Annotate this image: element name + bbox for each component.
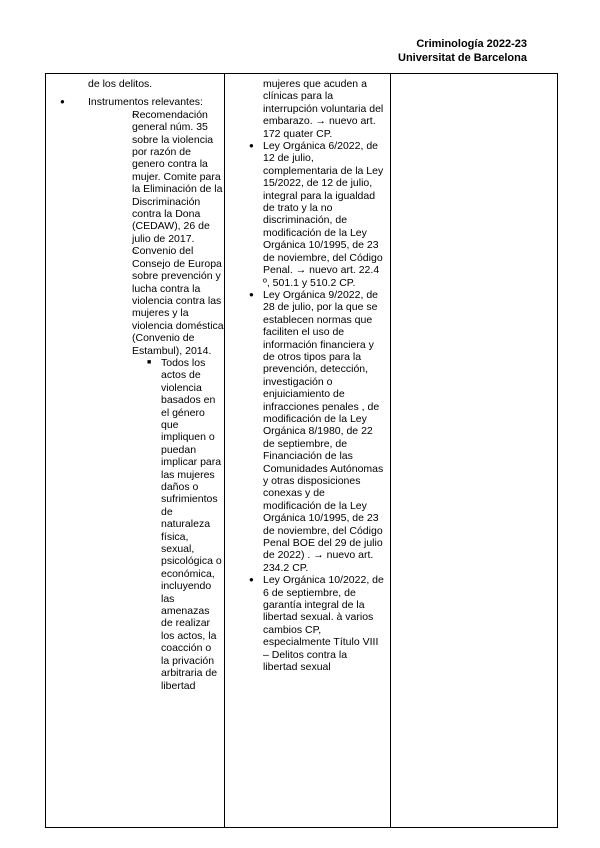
continuation-text: de los delitos.: [88, 78, 153, 90]
column-middle: [225, 74, 391, 828]
list-item: [147, 356, 222, 692]
sub-list: [46, 109, 224, 357]
violencia-subitem: Todos los actos de violencia basados en el género que impliquen o puedan implicar para las mujeres daños o sufrimientos de naturaleza física, sexual, psicológica o económica, incluyendo las amenazas de realizar los actos, la coacción o la privación arbitraria de libertad: [161, 356, 222, 692]
list-item: [46, 96, 224, 108]
document-header: [398, 37, 527, 65]
ley-9-2022-item: Ley Orgánica 9/2022, de 28 de julio, por la que se establecen normas que faciliten el uso de información financiera y de otros tipos para la prevención, detección, investigación o enjuiciamiento de infracciones penales , de modificación de la Ley Orgánica 8/1980, de 22 de septiembre, de Financiación de las Comunidades Autónomas y otras disposiciones conexas y de modificación de la Ley Orgánica 10/1995, de 23 de noviembre, del Código Penal BOE del 29 de julio de 2022) . → nuevo art. 234.2 CP.: [263, 288, 384, 574]
column-left: [46, 74, 225, 828]
list-item: [225, 140, 384, 289]
list-item: [114, 109, 224, 245]
square-bullet-icon: ■: [147, 358, 152, 366]
table-row: [46, 74, 558, 828]
continuation-text: mujeres que acuden a clínicas para la interrupción voluntaria del embarazo. → nuevo art. 172 quater CP.: [263, 78, 384, 140]
course-title: Criminología 2022-23: [416, 38, 527, 50]
column-right: [391, 74, 558, 828]
list-item: [225, 574, 384, 673]
ley-6-2022-item: Ley Orgánica 6/2022, de 12 de julio, complementaria de la Ley 15/2022, de 12 de julio, integral para la igualdad de trato y la no discriminación, de modificación de la Ley Orgánica 10/1995, de 23 de noviembre, del Código Penal. → nuevo art. 22.4 º, 501.1 y 510.2 CP.: [263, 140, 384, 289]
ley-10-2022-item: Ley Orgánica 10/2022, de 6 de septiembre, de garantía integral de la libertad sexual. à varios cambios CP, especialmente Título VIII – Delitos contra la libertad sexual: [263, 574, 384, 674]
content-table: [45, 73, 558, 828]
bullet-list: [46, 96, 224, 108]
convenio-item: ○ Convenio del Consejo de Europa sobre prevención y lucha contra la violencia contra las mujeres y la violencia doméstica (Convenio de Estambul), 2014.: [132, 245, 224, 357]
instrumentos-label: Instrumentos relevantes:: [88, 96, 203, 109]
list-item: [114, 245, 224, 357]
sub-sub-list: [46, 357, 224, 692]
bullet-list: [225, 140, 390, 673]
university-name: Universitat de Barcelona: [398, 52, 527, 64]
list-item: [225, 289, 384, 574]
recomendacion-item: ○ Recomendación general núm. 35 sobre la violencia por razón de genero contra la mujer. Comite para la Eliminación de la Discriminación contra la Dona (CEDAW), 26 de julio de 2017.: [132, 108, 223, 245]
